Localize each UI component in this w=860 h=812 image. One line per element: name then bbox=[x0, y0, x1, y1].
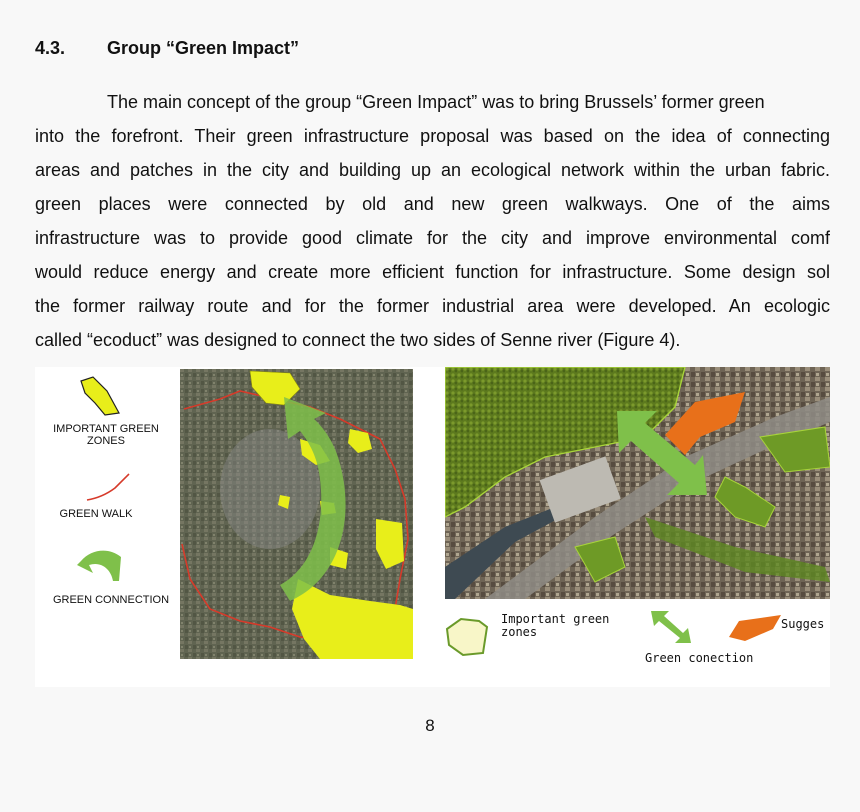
section-heading bbox=[35, 38, 299, 59]
green-walk-legend-icon bbox=[85, 472, 135, 504]
green-zone-legend-icon bbox=[77, 375, 127, 417]
legend-green-connection: GREEN CONNECTION bbox=[52, 594, 170, 606]
green-zone-legend-icon bbox=[443, 615, 491, 659]
ecoduct-aerial-map bbox=[445, 367, 830, 599]
section-title: Group “Green Impact” bbox=[107, 38, 300, 58]
paragraph-line: the former railway route and for the former industrial area were developed. An ecologic bbox=[35, 296, 830, 316]
right-legend bbox=[435, 603, 830, 687]
body-paragraph bbox=[35, 85, 830, 357]
green-connection-legend-icon bbox=[75, 547, 131, 583]
legend-suggested: Sugges bbox=[781, 617, 825, 631]
legend-green-connection: Green conection bbox=[645, 651, 754, 665]
paragraph-line: would reduce energy and create more efficient function for infrastructure. Some design sol bbox=[35, 262, 830, 282]
suggested-zone-legend-icon bbox=[725, 613, 785, 643]
legend-important-green-zones: Important green zones bbox=[501, 612, 610, 639]
legend-green-walk: GREEN WALK bbox=[59, 508, 133, 520]
paragraph-line: infrastructure was to provide good climate for the city and improve environmental comf bbox=[35, 228, 830, 248]
paragraph-line: green places were connected by old and new green walkways. One of the aims bbox=[35, 194, 830, 214]
paragraph-line: into the forefront. Their green infrastructure proposal was based on the idea of connecting bbox=[35, 126, 830, 146]
section-number: 4.3. bbox=[35, 38, 66, 58]
green-connection-legend-icon bbox=[647, 609, 697, 645]
figure-4 bbox=[35, 367, 830, 687]
brussels-aerial-map bbox=[180, 369, 413, 659]
page-number: 8 bbox=[425, 716, 435, 735]
paragraph-line: The main concept of the group “Green Impact” was to bring Brussels’ former green bbox=[107, 92, 765, 112]
legend-important-green-zones: IMPORTANT GREEN ZONES bbox=[53, 423, 159, 447]
paragraph-line: areas and patches in the city and building up an ecological network within the urban fabric. bbox=[35, 160, 830, 180]
paragraph-line: called “ecoduct” was designed to connect the two sides of Senne river (Figure 4). bbox=[35, 330, 681, 350]
